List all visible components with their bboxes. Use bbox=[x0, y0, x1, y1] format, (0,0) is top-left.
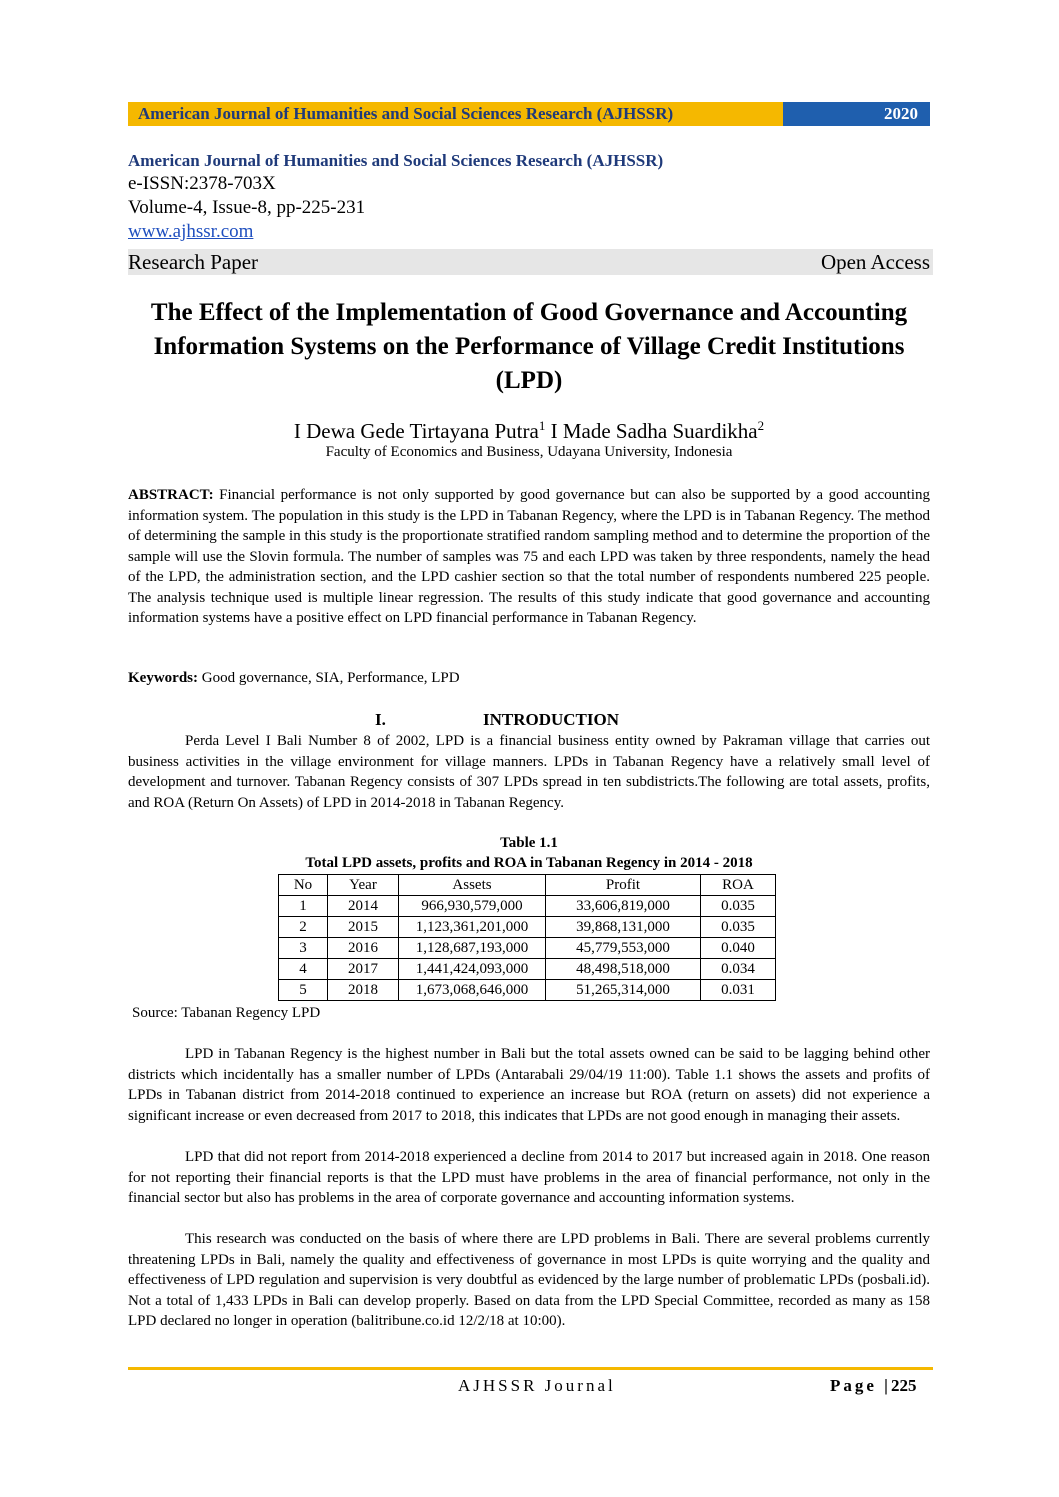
body-paragraph: LPD in Tabanan Regency is the highest number in Bali but the total assets owned can be said to be lagging behind other districts which incidentally has a smaller number of LPDs (Antarabali 29/04/19 11:00). Table 1.1 shows the assets and profits of LPDs in Tabanan district from 2014-2018 continued to experience an increase but ROA (return on assets) did not experience a significant increase or even decreased from 2017 to 2018, this indicates that LPDs are not good enough in managing their assets. bbox=[128, 1046, 930, 1124]
paper-type: Research Paper bbox=[128, 250, 259, 274]
abstract bbox=[128, 485, 930, 629]
table-cell: 0.035 bbox=[701, 896, 776, 917]
journal-meta bbox=[128, 150, 930, 244]
access-type: Open Access bbox=[820, 250, 930, 274]
footer-page-number: 225 bbox=[890, 1376, 917, 1395]
section-title: INTRODUCTION bbox=[483, 710, 620, 729]
paper-type-bar bbox=[128, 249, 933, 275]
table-cell: 1,123,361,201,000 bbox=[399, 917, 546, 938]
running-header-journal: American Journal of Humanities and Social Sciences Research (AJHSSR) bbox=[128, 102, 783, 126]
table-cell: 51,265,314,000 bbox=[546, 980, 701, 1001]
table-cell: 2016 bbox=[328, 938, 399, 959]
table-cell: 0.034 bbox=[701, 959, 776, 980]
table-source: Source: Tabanan Regency LPD bbox=[132, 1005, 321, 1021]
issn: e-ISSN:2378-703X bbox=[128, 173, 276, 194]
table-cell: 5 bbox=[279, 980, 328, 1001]
author-1: I Dewa Gede Tirtayana Putra bbox=[293, 419, 539, 443]
table-row bbox=[279, 917, 776, 938]
intro-paragraph: Perda Level I Bali Number 8 of 2002, LPD is a financial business entity owned by Pakraman village that carries out business activities in the village environment for village manners. LPDs in Tabanan Regency have a relatively small level of development and turnover. Tabanan Regency consists of 307 LPDs spread in ten subdistricts.The following are total assets, profits, and ROA (Return On Assets) of LPD in 2014-2018 in Tabanan Regency. bbox=[128, 733, 930, 811]
table-cell: 2015 bbox=[328, 917, 399, 938]
paper-title: The Effect of the Implementation of Good Governance and Accounting Information Systems on the Performance of Village Credit Institutions (LPD) bbox=[150, 299, 908, 394]
table-cell: 3 bbox=[279, 938, 328, 959]
keywords-text: Good governance, SIA, Performance, LPD bbox=[198, 670, 460, 686]
abstract-label: ABSTRACT: bbox=[128, 487, 214, 503]
keywords-label: Keywords: bbox=[128, 670, 198, 686]
table-row bbox=[279, 938, 776, 959]
abstract-text: Financial performance is not only supported by good governance but can also be supported by a good accounting information system. The population in this study is the LPD in Tabanan Regency, where the LPD is in Tabanan Regency. The method of determining the sample in this study is the proportionate stratified random sampling method and to determine the proportion of the sample will use the Slovin formula. The number of samples was 75 and each LPD was taken by three respondents, namely the head of the LPD, the administration section, and the LPD cashier section so that the total number of respondents numbered 225 people. The analysis technique used is multiple linear regression. The results of this study indicate that good governance and accounting information systems have a positive effect on LPD financial performance in Tabanan Regency. bbox=[128, 487, 930, 626]
table-row bbox=[279, 959, 776, 980]
running-header bbox=[128, 102, 930, 126]
author-1-sup: 1 bbox=[538, 418, 546, 433]
table-cell: 2 bbox=[279, 917, 328, 938]
footer-page-label: Page | bbox=[830, 1376, 891, 1395]
affiliation: Faculty of Economics and Business, Udayana University, Indonesia bbox=[325, 444, 733, 460]
data-table bbox=[278, 874, 776, 1001]
table-cell: 0.031 bbox=[701, 980, 776, 1001]
table-cell: 45,779,553,000 bbox=[546, 938, 701, 959]
author-2: I Made Sadha Suardikha bbox=[545, 419, 758, 443]
body-paragraph: This research was conducted on the basis of where there are LPD problems in Bali. There are several problems currently threatening LPDs in Bali, namely the quality and effectiveness of governance in most LPDs is quite worrying and the quality and effectiveness of LPD regulation and supervision is very doubtful as evidenced by the large number of problematic LPDs (posbali.id). Not a total of 1,433 LPDs in Bali can develop properly. Based on data from the LPD Special Committee, recorded as many as 158 LPD declared no longer in operation (balitribune.co.id 12/2/18 at 10:00). bbox=[128, 1231, 930, 1329]
body-paragraph: LPD that did not report from 2014-2018 experienced a decline from 2014 to 2017 but increased again in 2018. One reason for not reporting their financial reports is that the LPD must have problems in the area of financial performance, not only in the financial sector but also has problems in the area of corporate governance and accounting information systems. bbox=[128, 1149, 930, 1206]
table-header: No bbox=[279, 875, 328, 896]
table-header-row bbox=[279, 875, 776, 896]
authors bbox=[128, 412, 930, 445]
volume-info: Volume-4, Issue-8, pp-225-231 bbox=[128, 197, 366, 218]
table-cell: 33,606,819,000 bbox=[546, 896, 701, 917]
table-cell: 1,673,068,646,000 bbox=[399, 980, 546, 1001]
table-cell: 1 bbox=[279, 896, 328, 917]
footer-page bbox=[830, 1375, 916, 1397]
table-label: Table 1.1 bbox=[500, 835, 558, 851]
table-caption: Total LPD assets, profits and ROA in Tabanan Regency in 2014 - 2018 bbox=[305, 855, 753, 871]
table-header: Assets bbox=[399, 875, 546, 896]
table-cell: 2017 bbox=[328, 959, 399, 980]
website-link[interactable]: www.ajhssr.com bbox=[128, 221, 254, 242]
footer-rule bbox=[128, 1367, 933, 1370]
author-2-sup: 2 bbox=[757, 418, 765, 433]
keywords bbox=[128, 668, 930, 688]
journal-name: American Journal of Humanities and Social Sciences Research (AJHSSR) bbox=[128, 151, 664, 170]
table-cell: 48,498,518,000 bbox=[546, 959, 701, 980]
table-cell: 2014 bbox=[328, 896, 399, 917]
section-number: I. bbox=[375, 710, 386, 729]
table-cell: 966,930,579,000 bbox=[399, 896, 546, 917]
table-row bbox=[279, 896, 776, 917]
table-header: Year bbox=[328, 875, 399, 896]
table-cell: 39,868,131,000 bbox=[546, 917, 701, 938]
table-header: ROA bbox=[701, 875, 776, 896]
table-cell: 1,128,687,193,000 bbox=[399, 938, 546, 959]
table-cell: 4 bbox=[279, 959, 328, 980]
table-cell: 0.035 bbox=[701, 917, 776, 938]
table-cell: 1,441,424,093,000 bbox=[399, 959, 546, 980]
footer-journal: AJHSSR Journal bbox=[458, 1376, 616, 1395]
table-header: Profit bbox=[546, 875, 701, 896]
table-row bbox=[279, 980, 776, 1001]
table-cell: 2018 bbox=[328, 980, 399, 1001]
table-cell: 0.040 bbox=[701, 938, 776, 959]
running-header-year: 2020 bbox=[783, 102, 930, 126]
